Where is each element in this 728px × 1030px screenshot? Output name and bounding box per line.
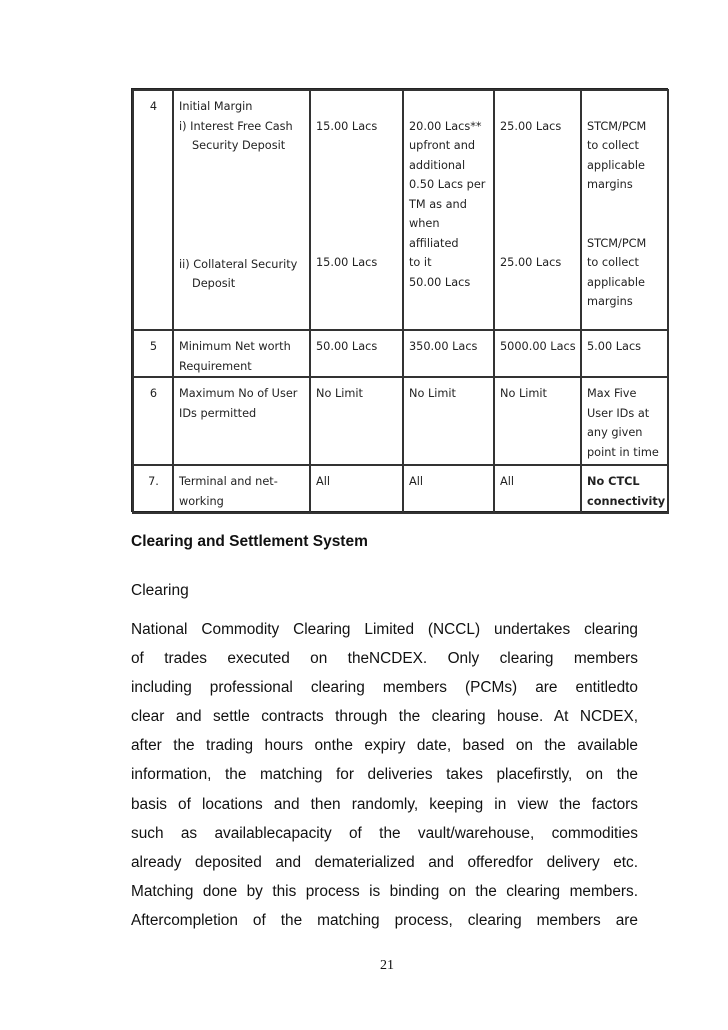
requirements-table-grid bbox=[132, 89, 669, 514]
cell-line: i) Interest Free Cash bbox=[179, 119, 293, 133]
cell-line: connectivity bbox=[587, 494, 666, 508]
cell-line: 15.00 Lacs bbox=[316, 119, 378, 133]
paragraph-line: National Commodity Clearing Limited (NCCL) undertakes clearing bbox=[131, 621, 638, 638]
cell-line: ii) Collateral Security bbox=[179, 257, 298, 271]
cell-line: margins bbox=[587, 295, 633, 308]
row-number: 6 bbox=[133, 377, 173, 465]
cell-line: to collect bbox=[587, 256, 639, 269]
paragraph-line: already deposited and dematerialized and offeredfor delivery etc. bbox=[131, 853, 638, 871]
page-number: 21 bbox=[380, 958, 394, 973]
requirements-table bbox=[131, 88, 668, 512]
cell-line: TM as and bbox=[409, 197, 467, 211]
paragraph-line: of trades executed on theNCDEX. Only clearing members bbox=[131, 650, 638, 668]
value-cell: All bbox=[310, 465, 403, 513]
cell-line: applicable bbox=[587, 158, 645, 172]
cell-line: 0.50 Lacs per bbox=[409, 178, 486, 191]
cell-line: upfront and bbox=[409, 139, 476, 152]
paragraph-line: basis of locations and then randomly, keeping in view the factors bbox=[131, 795, 638, 813]
cell-line: 25.00 Lacs bbox=[500, 256, 562, 269]
cell-line: 20.00 Lacs** bbox=[409, 119, 482, 133]
value-cell: 5.00 Lacs bbox=[581, 330, 668, 377]
value-cell: No Limit bbox=[494, 377, 581, 465]
value-cell: No Limit bbox=[310, 377, 403, 465]
value-cell bbox=[310, 90, 403, 330]
value-cell: 350.00 Lacs bbox=[403, 330, 494, 377]
paragraph-line: Matching done by this process is binding on the clearing members. bbox=[131, 882, 638, 900]
cell-line: STCM/PCM bbox=[587, 119, 647, 133]
paragraph-line: such as availablecapacity of the vault/warehouse, commodities bbox=[131, 824, 638, 842]
value-cell bbox=[494, 90, 581, 330]
cell-line: 50.00 Lacs bbox=[409, 275, 471, 289]
requirement-cell bbox=[173, 465, 310, 513]
value-cell bbox=[403, 90, 494, 330]
cell-line: Requirement bbox=[179, 359, 252, 373]
value-cell: No Limit bbox=[403, 377, 494, 465]
cell-line: applicable bbox=[587, 275, 645, 289]
body-paragraph bbox=[131, 615, 638, 935]
requirement-cell bbox=[173, 90, 310, 330]
cell-line: to collect bbox=[587, 139, 639, 152]
value-cell: 50.00 Lacs bbox=[310, 330, 403, 377]
cell-line: Max Five bbox=[587, 387, 637, 400]
cell-line: any given bbox=[587, 426, 643, 439]
requirement-cell bbox=[173, 377, 310, 465]
requirement-cell bbox=[173, 330, 310, 377]
value-cell: All bbox=[494, 465, 581, 513]
row-number: 7. bbox=[133, 465, 173, 513]
cell-line: additional bbox=[409, 158, 466, 172]
paragraph-line: Aftercompletion of the matching process, clearing members are bbox=[131, 911, 638, 929]
cell-line: 15.00 Lacs bbox=[316, 256, 378, 269]
cell-line: to it bbox=[409, 256, 432, 269]
value-cell: 5000.00 Lacs bbox=[494, 330, 581, 377]
cell-line: Security Deposit bbox=[192, 139, 286, 152]
paragraph-line: clear and settle contracts through the clearing house. At NCDEX, bbox=[131, 708, 638, 726]
value-cell: All bbox=[403, 465, 494, 513]
subheading: Clearing bbox=[131, 582, 189, 599]
value-cell bbox=[581, 377, 668, 465]
cell-line: Initial Margin bbox=[179, 100, 253, 113]
cell-line: User IDs at bbox=[587, 406, 650, 420]
cell-line: working bbox=[179, 494, 224, 508]
cell-line: IDs permitted bbox=[179, 406, 257, 420]
cell-line: 25.00 Lacs bbox=[500, 119, 562, 133]
cell-line: No CTCL bbox=[587, 475, 640, 488]
value-cell bbox=[581, 90, 668, 330]
cell-line: Minimum Net worth bbox=[179, 340, 291, 353]
cell-line: Maximum No of User bbox=[179, 387, 298, 400]
paragraph-line: information, the matching for deliveries takes placefirstly, on the bbox=[131, 766, 638, 784]
value-cell bbox=[581, 465, 668, 513]
table-row bbox=[133, 90, 668, 330]
row-number: 4 bbox=[133, 90, 173, 330]
table-row bbox=[133, 330, 668, 377]
section-heading: Clearing and Settlement System bbox=[131, 533, 368, 550]
table-row bbox=[133, 465, 668, 513]
cell-line: Terminal and net- bbox=[179, 475, 278, 488]
cell-line: margins bbox=[587, 178, 633, 191]
cell-line: STCM/PCM bbox=[587, 236, 647, 250]
paragraph-line: after the trading hours onthe expiry date, based on the available bbox=[131, 737, 638, 755]
paragraph-line: including professional clearing members (PCMs) are entitledto bbox=[131, 679, 638, 697]
cell-line: point in time bbox=[587, 445, 659, 459]
row-number: 5 bbox=[133, 330, 173, 377]
table-row bbox=[133, 377, 668, 465]
cell-line: Deposit bbox=[192, 277, 236, 290]
cell-line: when affiliated bbox=[409, 217, 459, 250]
